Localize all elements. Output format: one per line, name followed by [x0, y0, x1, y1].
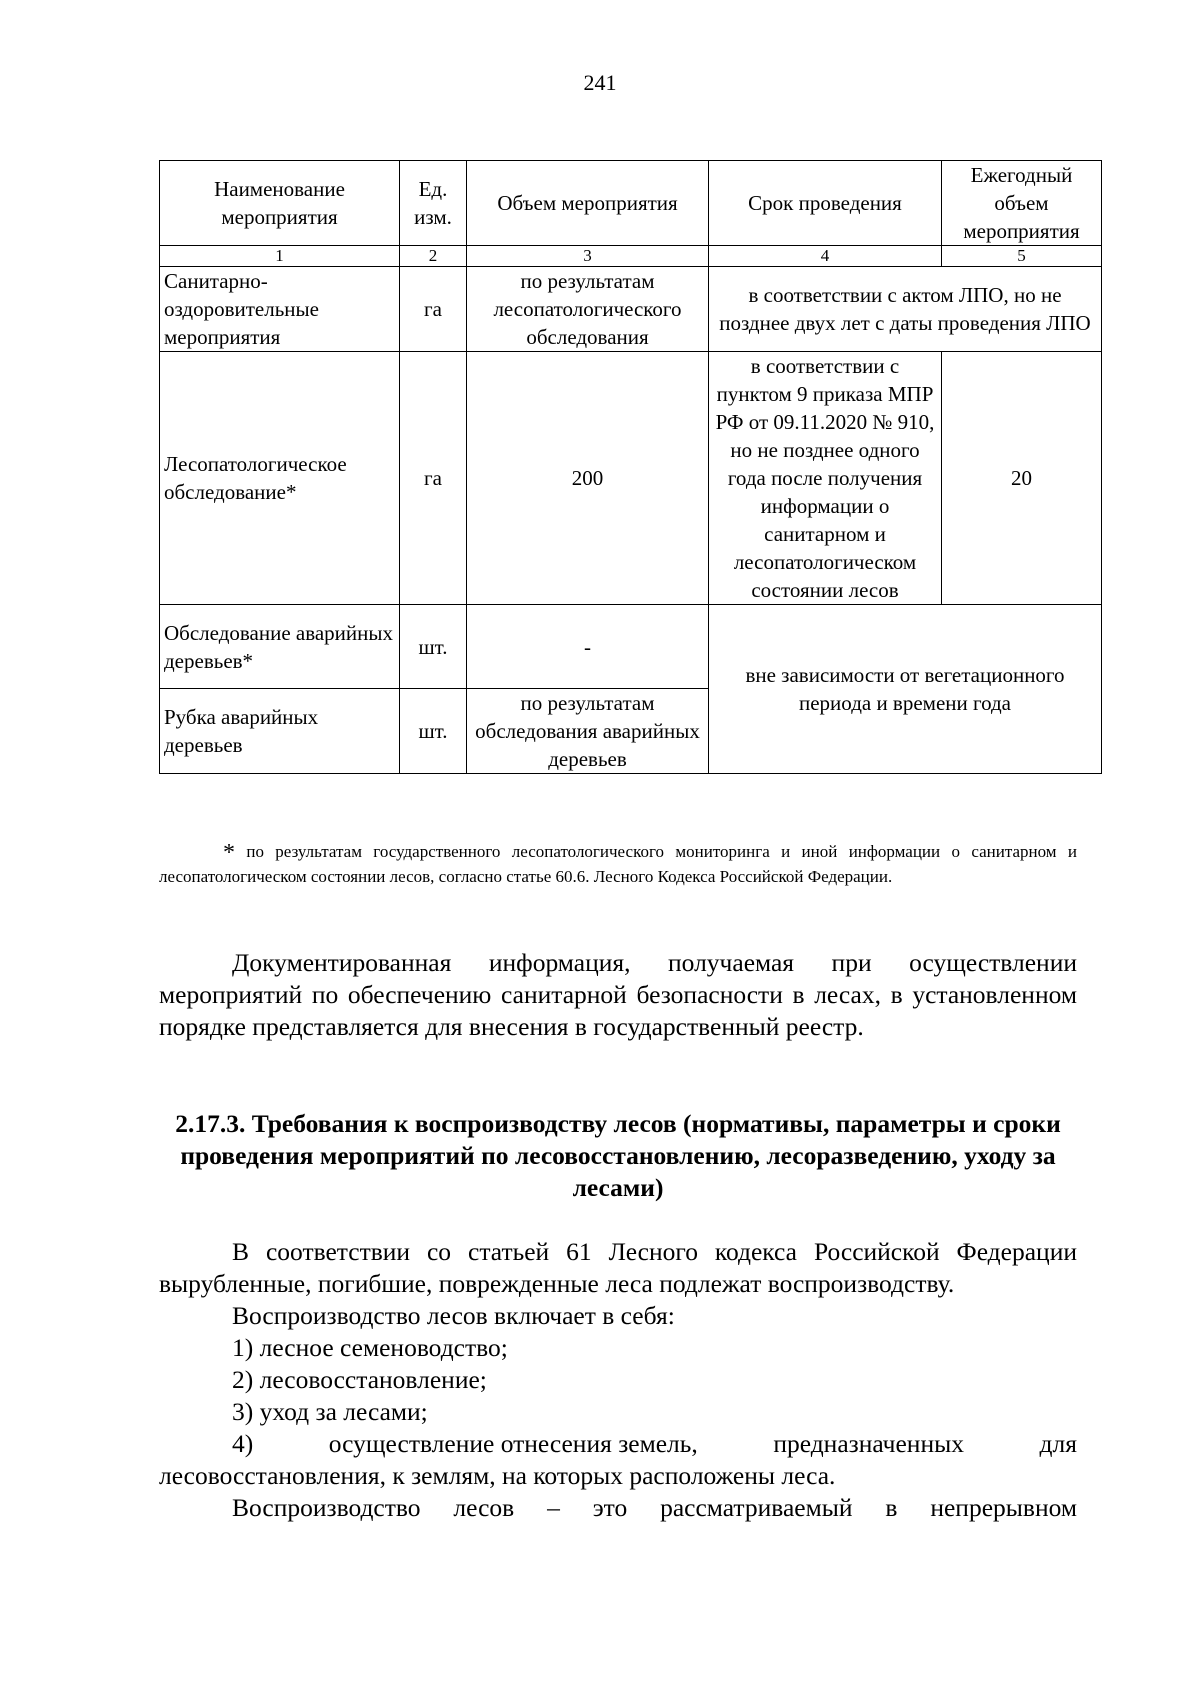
row-unit: шт.: [400, 605, 467, 689]
row-volume: по результатам лесопатологического обследования: [467, 267, 709, 352]
header-name: Наименование мероприятия: [160, 161, 400, 246]
header-volume: Объем мероприятия: [467, 161, 709, 246]
row-volume: по результатам обследования аварийных деревьев: [467, 689, 709, 774]
table-row: [160, 267, 1102, 352]
row-name: Обследование аварийных деревьев*: [160, 605, 400, 689]
row-name: Рубка аварийных деревьев: [160, 689, 400, 774]
list-item-4-word: осуществление отнесения земель,: [328, 1429, 698, 1458]
list-item-4-word: для: [1039, 1429, 1077, 1458]
header-unit: Ед. изм.: [400, 161, 467, 246]
table-footnote: [159, 840, 1077, 889]
list-item-4-word: предназначенных: [773, 1429, 964, 1458]
table-header-row: [160, 161, 1102, 246]
row-term: в соответствии с пунктом 9 приказа МПР РФ от 09.11.2020 № 910, но не позднее одного года после получения информации о санитарном и лесопатологическом состоянии лесов: [709, 352, 942, 605]
column-number: 5: [942, 246, 1102, 267]
table-row: [160, 605, 1102, 689]
measures-table: [159, 160, 1102, 774]
list-item: 2) лесовосстановление;: [232, 1365, 487, 1394]
paragraph-article-61: В соответствии со статьей 61 Лесного кодекса Российской Федерации вырубленные, погибшие, поврежденные леса подлежат воспроизводству.: [159, 1237, 1077, 1298]
row-volume: -: [467, 605, 709, 689]
row-name: Санитарно-оздоровительные мероприятия: [160, 267, 400, 352]
list-item-4: [159, 1428, 1077, 1460]
row-unit: га: [400, 352, 467, 605]
list-item-4-word: 4): [232, 1429, 254, 1458]
paragraph-last: Воспроизводство лесов – это рассматриваемый в непрерывном: [232, 1493, 1077, 1522]
header-annual: Ежегодный объем мероприятия: [942, 161, 1102, 246]
list-item: 1) лесное семеноводство;: [232, 1333, 508, 1362]
row-term: в соответствии с актом ЛПО, но не позднее двух лет с даты проведения ЛПО: [709, 267, 1102, 352]
header-term: Срок проведения: [709, 161, 942, 246]
column-number: 4: [709, 246, 942, 267]
column-number: 2: [400, 246, 467, 267]
footnote-text: по результатам государственного лесопатологического мониторинга и иной информации о санитарном и лесопатологическом состоянии лесов, согласно статье 60.6. Лесного Кодекса Российской Федерации.: [159, 842, 1077, 886]
column-number: 3: [467, 246, 709, 267]
paragraph-documented-info: [159, 947, 1077, 1043]
list-intro: Воспроизводство лесов включает в себя:: [232, 1301, 675, 1330]
column-numbers-row: [160, 246, 1102, 267]
list-item-4-continuation: лесовосстановления, к землям, на которых расположены леса.: [159, 1461, 836, 1490]
reproduction-section: [159, 1236, 1077, 1524]
row-annual: 20: [942, 352, 1102, 605]
list-item: 3) уход за лесами;: [232, 1397, 428, 1426]
section-heading: 2.17.3. Требования к воспроизводству лесов (нормативы, параметры и сроки проведения мероприятий по лесовосстановлению, лесоразведению, уходу за лесами): [175, 1109, 1061, 1202]
footnote-mark: *: [223, 840, 235, 866]
page-number: 241: [583, 70, 617, 95]
row-unit: га: [400, 267, 467, 352]
row-unit: шт.: [400, 689, 467, 774]
shared-term: вне зависимости от вегетационного периода и времени года: [709, 605, 1102, 774]
row-volume: 200: [467, 352, 709, 605]
table-row: [160, 352, 1102, 605]
column-number: 1: [160, 246, 400, 267]
paragraph-text: Документированная информация, получаемая при осуществлении мероприятий по обеспечению санитарной безопасности в лесах, в установленном порядке представляется для внесения в государственный реестр.: [159, 948, 1077, 1041]
row-name: Лесопатологическое обследование*: [160, 352, 400, 605]
